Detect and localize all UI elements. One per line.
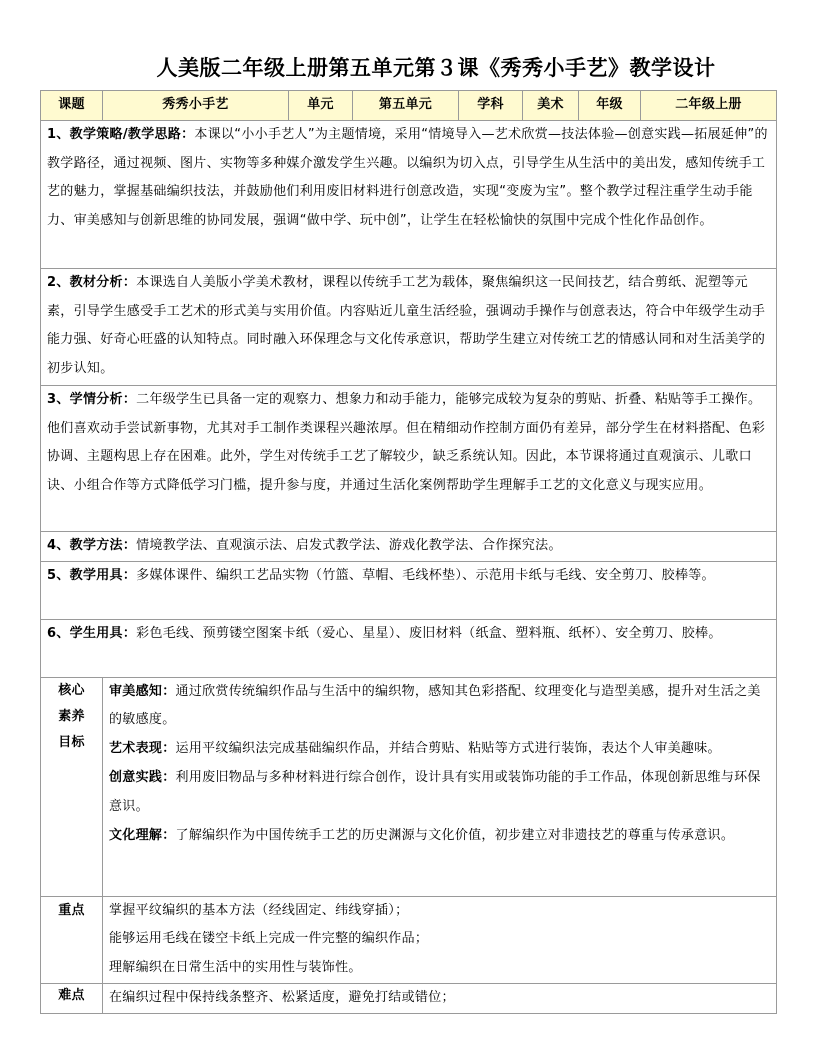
section-label: 1、教学策略/教学思路： [47,126,195,142]
core-goal-aesthetic: 审美感知：通过欣赏传统编织作品与生活中的编织物，感知其色彩搭配、纹理变化与造型美感，提升对生活之美的敏感度。 [109,683,761,728]
key-point: 掌握平纹编织的基本方法（经线固定、纬线穿插）； [109,902,409,918]
header-cell-topic: 秀秀小手艺 [103,91,289,121]
section-text: 二年级学生已具备一定的观察力、想象力和动手能力，能够完成较为复杂的剪贴、折叠、粘贴等手工操作。他们喜欢动手尝试新事物，尤其对手工制作类课程兴趣浓厚。但在精细动作控制方面仍有差异，部分学生在材料搭配、色彩协调、主题构思上存在困难。此外，学生对传统手工艺了解较少，缺乏系统认知。因此，本节课将通过直观演示、儿歌口诀、小组合作等方式降低学习门槛，提升参与度，并通过生活化案例帮助学生理解手工艺的文化意义与现实应用。 [47,391,766,494]
section-methods [41,531,777,561]
header-cell-subject: 美术 [523,91,579,121]
header-cell-grade: 二年级上册 [641,91,777,121]
core-goal-expression: 艺术表现：运用平纹编织法完成基础编织作品，并结合剪贴、粘贴等方式进行装饰，表达个人审美趣味。 [109,741,721,757]
section-label: 4、教学方法： [47,537,137,553]
header-cell-grade-label: 年级 [579,91,641,121]
section-text: 情境教学法、直观演示法、启发式教学法、游戏化教学法、合作探究法。 [136,537,562,553]
header-cell-topic-label: 课题 [41,91,103,121]
core-goal-practice: 创意实践：利用废旧物品与多种材料进行综合创作，设计具有实用或装饰功能的手工作品，体现创新思维与环保意识。 [109,769,761,814]
section-label: 6、学生用具： [47,625,137,641]
section-text: 多媒体课件、编织工艺品实物（竹篮、草帽、毛线杯垫）、示范用卡纸与毛线、安全剪刀、胶棒等。 [136,567,715,583]
section-textbook [41,268,777,385]
lesson-plan-table [40,90,777,1014]
section-student-tools [41,619,777,677]
header-cell-unit: 第五单元 [353,91,459,121]
section-label: 3、学情分析： [47,391,137,407]
section-teaching-tools [41,561,777,619]
section-strategy [41,120,777,268]
difficult-point: 在编织过程中保持线条整齐、松紧适度，避免打结或错位； [109,989,455,1005]
key-points-row [41,896,777,983]
core-goal-culture: 文化理解：了解编织作为中国传统手工艺的历史渊源与文化价值，初步建立对非遗技艺的尊重与传承意识。 [109,827,735,843]
section-text: 本课以“小小手艺人”为主题情境，采用“情境导入—艺术欣赏—技法体验—创意实践—拓展延伸”的教学路径，通过视频、图片、实物等多种媒介激发学生兴趣。以编织为切入点，引导学生从生活中的美出发，感知传统手工艺的魅力，掌握基础编织技法，并鼓励他们利用废旧材料进行创意改造，实现“变废为宝”。整个教学过程注重学生动手能力、审美感知与创新思维的协同发展，强调“做中学、玩中创”，让学生在轻松愉快的氛围中完成个性化作品创作。 [47,126,768,229]
section-label: 5、教学用具： [47,567,137,583]
section-label: 2、教材分析： [47,274,137,290]
difficult-points-row [41,983,777,1013]
section-text: 彩色毛线、预剪镂空图案卡纸（爱心、星星）、废旧材料（纸盒、塑料瓶、纸杯）、安全剪刀、胶棒。 [136,625,722,641]
difficult-points-label: 难点 [41,983,103,1013]
header-row [41,91,777,121]
key-point: 能够运用毛线在镂空卡纸上完成一件完整的编织作品； [109,931,429,947]
document-title: 人美版二年级上册第五单元第３课《秀秀小手艺》教学设计 [156,56,716,80]
core-goals-label: 核心 素养 目标 [41,677,103,896]
core-goals-row [41,677,777,896]
section-students [41,385,777,531]
key-point: 理解编织在日常生活中的实用性与装饰性。 [109,960,362,976]
header-cell-subject-label: 学科 [459,91,523,121]
header-cell-unit-label: 单元 [289,91,353,121]
key-points-label: 重点 [41,896,103,983]
section-text: 本课选自人美版小学美术教材，课程以传统手工艺为载体，聚焦编织这一民间技艺，结合剪纸、泥塑等元素，引导学生感受手工艺术的形式美与实用价值。内容贴近儿童生活经验，强调动手操作与创意表达，符合中年级学生动手能力强、好奇心旺盛的认知特点。同时融入环保理念与文化传承意识，帮助学生建立对传统工艺的情感认同和对生活美学的初步认知。 [47,274,766,377]
